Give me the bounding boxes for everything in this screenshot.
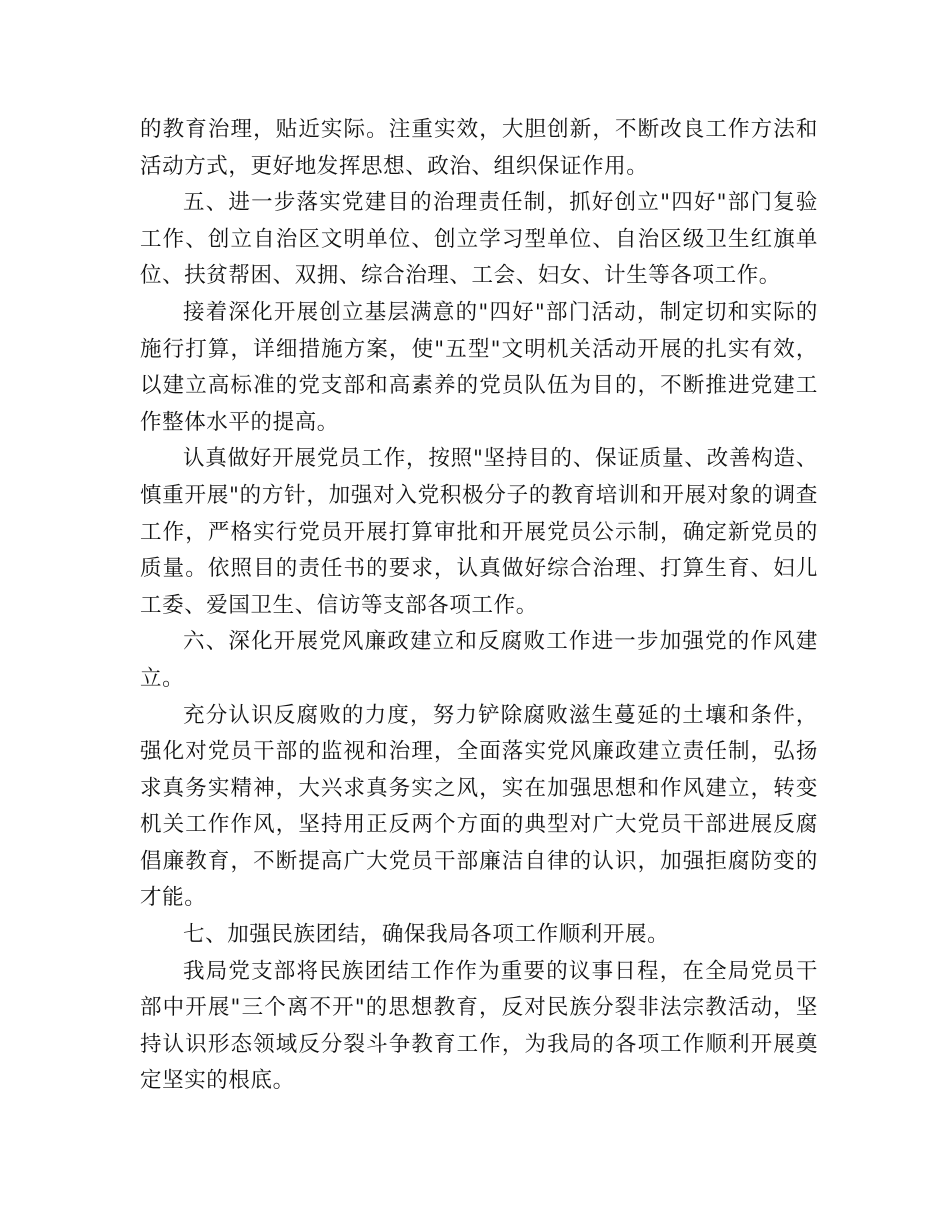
paragraph-section-seven: 七、加强民族团结，确保我局各项工作顺利开展。	[183, 922, 670, 948]
paragraph-party-member-work: 认真做好开展党员工作，按照"坚持目的、保证质量、改善构造、慎重开展"的方针，加强对入党积极分子的教育培训和开展对象的调查工作，严格实行党员开展打算审批和开展党员公示制，确定新党员的质量。依照目的责任书的要求，认真做好综合治理、打算生育、妇儿工委、爱国卫生、信访等支部各项工作。	[140, 446, 818, 618]
document-body	[140, 112, 818, 1100]
paragraph-anti-corruption: 充分认识反腐败的力度，努力铲除腐败滋生蔓延的土壤和条件，强化对党员干部的监视和治理，全面落实党风廉政建立责任制，弘扬求真务实精神，大兴求真务实之风，实在加强思想和作风建立，转变机关工作作风，坚持用正反两个方面的典型对广大党员干部进展反腐倡廉教育，不断提高广大党员干部廉洁自律的认识，加强拒腐防变的才能。	[140, 702, 818, 911]
paragraph-section-six: 六、深化开展党风廉政建立和反腐败工作进一步加强党的作风建立。	[140, 629, 818, 691]
paragraph-continuation: 的教育治理，贴近实际。注重实效，大胆创新，不断改良工作方法和活动方式，更好地发挥思想、政治、组织保证作用。	[140, 117, 818, 179]
paragraph-four-good-activity: 接着深化开展创立基层满意的"四好"部门活动，制定切和实际的施行打算，详细措施方案，使"五型"文明机关活动开展的扎实有效，以建立高标准的党支部和高素养的党员队伍为目的，不断推进党建工作整体水平的提高。	[140, 299, 818, 435]
paragraph-section-five: 五、进一步落实党建目的治理责任制，抓好创立"四好"部门复验工作、创立自治区文明单位、创立学习型单位、自治区级卫生红旗单位、扶贫帮困、双拥、综合治理、工会、妇女、计生等各项工作。	[140, 190, 818, 289]
paragraph-ethnic-unity: 我局党支部将民族团结工作作为重要的议事日程，在全局党员干部中开展"三个离不开"的思想教育，反对民族分裂非法宗教活动，坚持认识形态领域反分裂斗争教育工作，为我局的各项工作顺利开展奠定坚实的根底。	[140, 958, 818, 1094]
